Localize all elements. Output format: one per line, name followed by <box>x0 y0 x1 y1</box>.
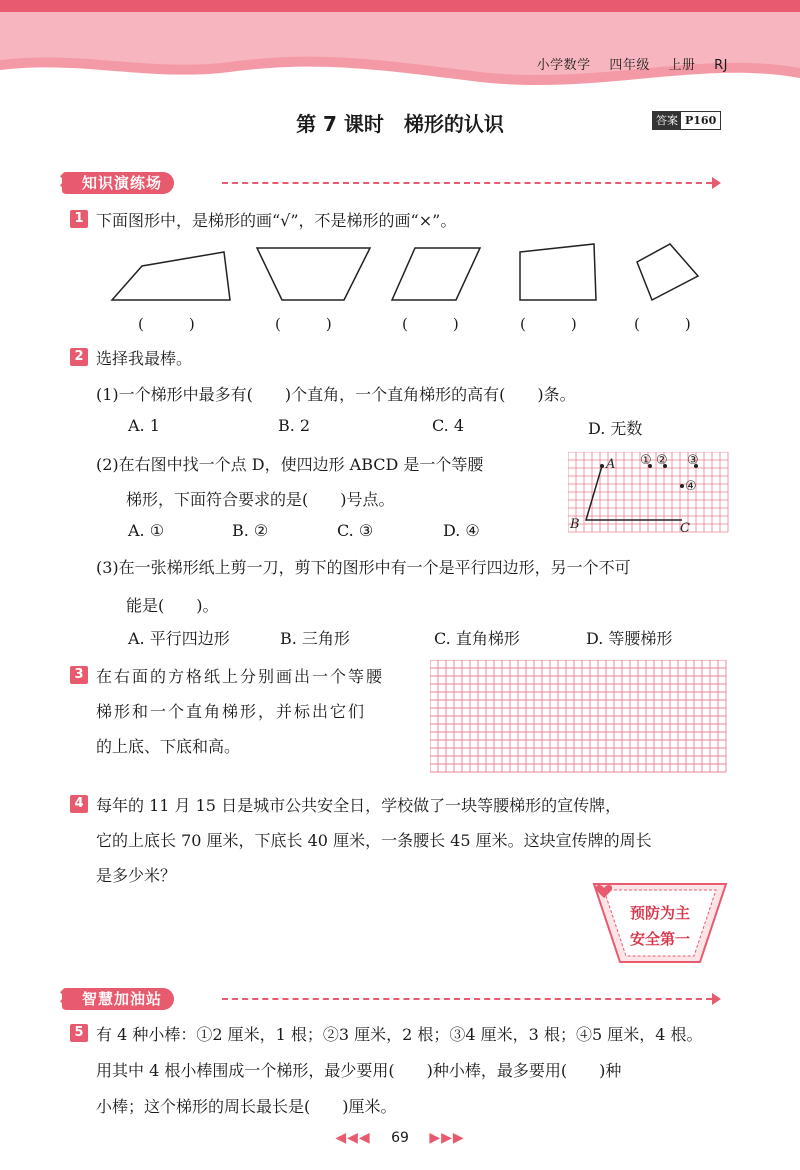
q1-text: 下面图形中，是梯形的画“√”，不是梯形的画“×”。 <box>96 211 457 230</box>
answer-blank[interactable]: ( ) <box>275 315 332 333</box>
section-practice-title: 知识演练场 <box>62 172 174 194</box>
question-number: 3 <box>70 666 88 684</box>
q2-title: 选择我最棒。 <box>96 349 193 368</box>
option-b[interactable]: B. ② <box>232 521 269 540</box>
question-number: 2 <box>70 348 88 366</box>
label-point-3: ③ <box>687 453 699 468</box>
section-mark-icon: ✕ <box>58 169 75 193</box>
q2-sub2-line1: (2)在右图中找一个点 D，使四边形 ABCD 是一个等腰 <box>96 455 484 474</box>
option-c[interactable]: C. 直角梯形 <box>434 629 520 648</box>
answer-label: 答案 <box>653 112 681 129</box>
option-d[interactable]: D. 等腰梯形 <box>586 629 673 648</box>
header-meta <box>523 54 728 73</box>
option-c[interactable]: C. 4 <box>432 416 465 435</box>
q2-sub1-text: (1)一个梯形中最多有( )个直角，一个直角梯形的高有( )条。 <box>96 385 576 404</box>
page-number: 69 <box>391 1130 409 1146</box>
q5-line2: 用其中 4 根小棒围成一个梯形，最少要用( )种小棒，最多要用( )种 <box>96 1061 622 1080</box>
section-divider <box>222 182 712 184</box>
question-number: 1 <box>70 210 88 228</box>
safety-sign-illustration <box>590 880 730 966</box>
q1-shapes-figure <box>100 238 720 308</box>
side-ab-bc <box>586 466 682 520</box>
question-number: 5 <box>70 1024 88 1042</box>
option-a[interactable]: A. ① <box>128 521 165 540</box>
q4-line3: 是多少米？ <box>96 866 177 885</box>
section-challenge-banner <box>58 985 174 1011</box>
q5-line3: 小棒；这个梯形的周长最长是( )厘米。 <box>96 1097 397 1116</box>
grade-label: 四年级 <box>609 58 650 73</box>
page-footer <box>0 1130 800 1146</box>
q2-grid-figure <box>568 452 732 536</box>
option-a[interactable]: A. 平行四边形 <box>128 629 230 648</box>
label-point-2: ② <box>656 453 668 468</box>
label-point-4: ④ <box>685 479 697 494</box>
section-divider <box>222 998 712 1000</box>
q3-drawing-grid[interactable] <box>430 660 728 774</box>
q4-line2: 它的上底长 70 厘米，下底长 40 厘米，一条腰长 45 厘米。这块宣传牌的周长 <box>96 831 652 850</box>
q2-sub2-line2: 梯形，下面符合要求的是( )号点。 <box>126 490 395 509</box>
arrow-right-icon <box>712 993 721 1005</box>
section-practice-banner <box>58 169 174 195</box>
subject-label: 小学数学 <box>536 58 591 73</box>
shape-3 <box>392 248 480 300</box>
option-c[interactable]: C. ③ <box>337 521 374 540</box>
q3-line3: 的上底、下底和高。 <box>96 737 241 756</box>
shape-5 <box>637 244 698 300</box>
shape-1 <box>112 252 230 300</box>
shape-2 <box>257 248 370 300</box>
point-4 <box>680 484 684 488</box>
q2-sub3-line2: 能是( )。 <box>126 596 219 615</box>
q3-line1: 在右面的方格纸上分别画出一个等腰 <box>96 667 385 686</box>
next-arrows-icon: ▶▶▶ <box>429 1130 465 1146</box>
lesson-title: 第 7 课时 梯形的认识 <box>296 112 504 136</box>
arrow-right-icon <box>712 177 721 189</box>
motto-line1: 预防为主 <box>629 904 690 922</box>
label-c: C <box>680 521 690 536</box>
option-b[interactable]: B. 2 <box>278 416 311 435</box>
prev-arrows-icon: ◀◀◀ <box>335 1130 371 1146</box>
section-mark-icon: ✕ <box>58 985 75 1009</box>
answer-blank[interactable]: ( ) <box>520 315 577 333</box>
answer-page: P160 <box>685 114 717 127</box>
answer-blank[interactable]: ( ) <box>634 315 691 333</box>
header-banner <box>0 0 800 95</box>
label-point-1: ① <box>640 453 652 468</box>
option-b[interactable]: B. 三角形 <box>280 629 350 648</box>
label-a: A <box>606 457 616 472</box>
q2-sub3-line1: (3)在一张梯形纸上剪一刀，剪下的图形中有一个是平行四边形，另一个不可 <box>96 558 631 577</box>
answer-reference <box>652 111 721 130</box>
motto-line2: 安全第一 <box>629 930 690 948</box>
answer-blank[interactable]: ( ) <box>402 315 459 333</box>
answer-blank[interactable]: ( ) <box>138 315 195 333</box>
shape-4 <box>520 244 596 300</box>
q4-line1: 每年的 11 月 15 日是城市公共安全日，学校做了一块等腰梯形的宣传牌， <box>96 796 622 815</box>
option-a[interactable]: A. 1 <box>128 416 160 435</box>
option-d[interactable]: D. ④ <box>443 521 480 540</box>
section-challenge-title: 智慧加油站 <box>62 988 174 1010</box>
point-a <box>600 464 604 468</box>
volume-label: 上册 <box>668 58 696 73</box>
q5-line1: 有 4 种小棒：①2 厘米，1 根；②3 厘米，2 根；③4 厘米，3 根；④5 厘米，4 根。 <box>96 1025 703 1044</box>
label-b: B <box>570 517 580 532</box>
edition-label: RJ <box>714 58 728 73</box>
question-number: 4 <box>70 795 88 813</box>
q3-line2: 梯形和一个直角梯形，并标出它们 <box>96 702 367 721</box>
option-d[interactable]: D. 无数 <box>588 419 643 438</box>
